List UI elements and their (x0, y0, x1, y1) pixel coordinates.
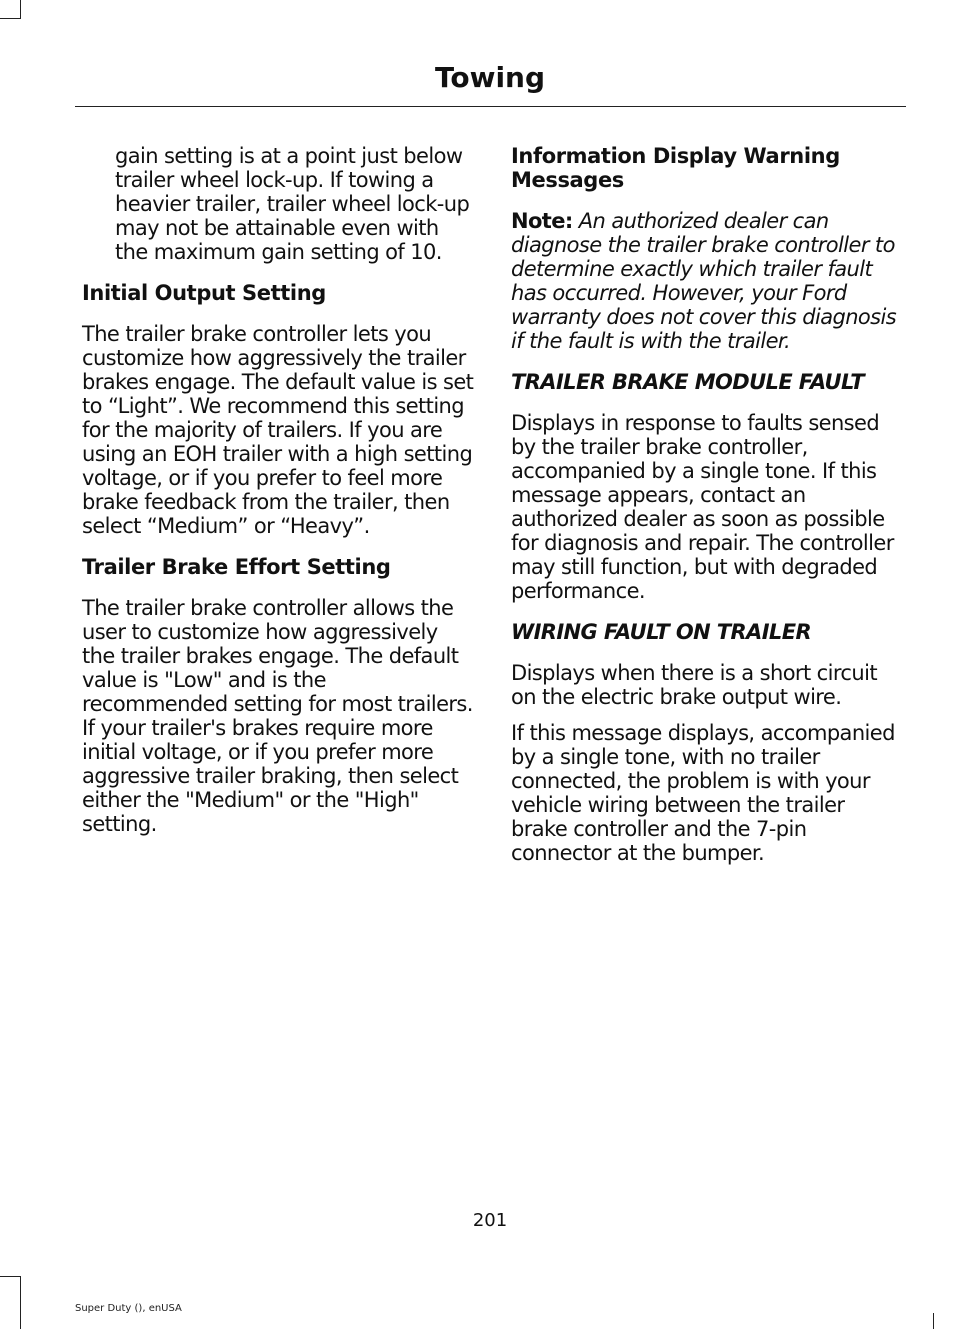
crop-mark-top-left-v (20, 0, 21, 19)
brake-effort-heading: Trailer Brake Effort Setting (82, 555, 391, 579)
title-divider (75, 106, 906, 107)
crop-mark-top-left-h (0, 18, 20, 19)
crop-mark-bottom-right-v (933, 1313, 934, 1329)
initial-output-heading: Initial Output Setting (82, 281, 326, 305)
page-title: Towing (434, 61, 546, 94)
intro-paragraph: gain setting is at a point just below trailer wheel lock-up. If towing a heavier trailer, trailer wheel lock-up may not be attainable even with the maximum gain setting of 10. (115, 144, 470, 264)
footer-edition: Super Duty (), enUSA (75, 1303, 182, 1314)
note-label: Note: (511, 209, 573, 233)
page-number: 201 (472, 1210, 508, 1231)
left-column (82, 144, 474, 853)
note-text: An authorized dealer can diagnose the trailer brake controller to determine exactly which trailer fault has occurred. However, your Ford warranty does not cover this diagnosis if the fault is with the trailer. (511, 209, 897, 353)
wiring-fault-paragraph-2: If this message displays, accompanied by a single tone, with no trailer connected, the problem is with your vehicle wiring between the trailer brake controller and the 7-pin connector at the bumper. (511, 721, 895, 865)
wiring-fault-paragraph-1: Displays when there is a short circuit on the electric brake output wire. (511, 661, 877, 709)
initial-output-paragraph: The trailer brake controller lets you customize how aggressively the trailer brakes engage. The default value is set to “Light”. We recommend this setting for the majority of trailers. If you are using an EOH trailer with a high setting voltage, or if you prefer to feel more brake feedback from the trailer, then select “Medium” or “Heavy”. (82, 322, 474, 538)
module-fault-paragraph: Displays in response to faults sensed by the trailer brake controller, accompanied by a single tone. If this message appears, contact an authorized dealer as soon as possible for diagnosis and repair. The controller may still function, but with degraded performance. (511, 411, 894, 603)
note-paragraph (511, 209, 905, 353)
crop-mark-bottom-left-h (0, 1276, 20, 1277)
wiring-fault-heading: WIRING FAULT ON TRAILER (511, 620, 812, 644)
brake-effort-paragraph: The trailer brake controller allows the user to customize how aggressively the trailer brakes engage. The default value is "Low" and is the recommended setting for most trailers. If your trailer's brakes require more initial voltage, or if you prefer more aggressive trailer braking, then select either the "Medium" or the "High" setting. (82, 596, 473, 836)
right-column (511, 144, 905, 882)
module-fault-heading: TRAILER BRAKE MODULE FAULT (511, 370, 865, 394)
warning-messages-heading: Information Display Warning Messages (511, 144, 840, 192)
crop-mark-bottom-left-v (20, 1276, 21, 1329)
